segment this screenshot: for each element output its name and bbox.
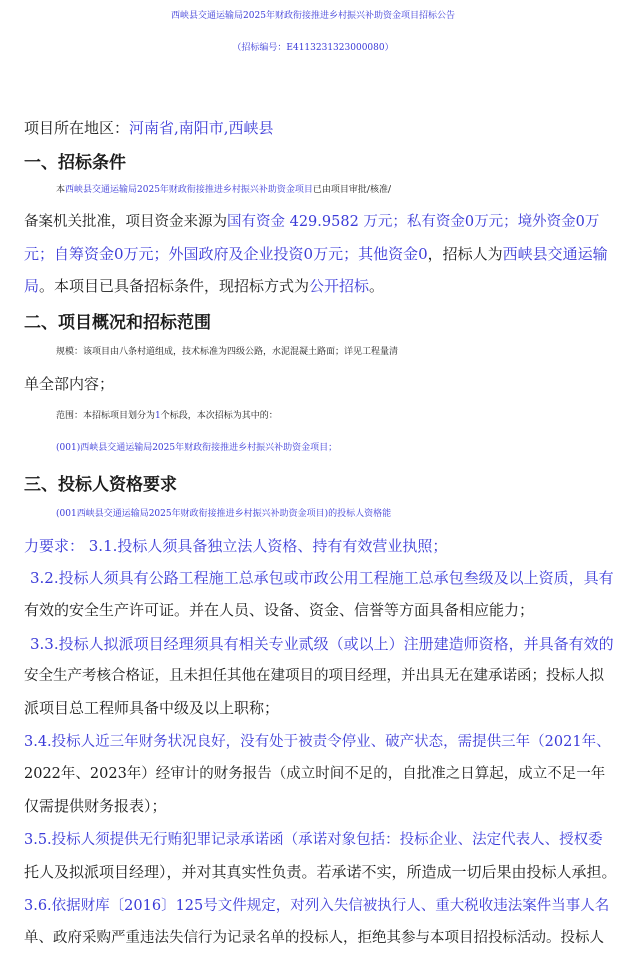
para-line <box>24 276 604 296</box>
para-line: 3.5.投标人须提供无行贿犯罪记录承诺函（承诺对象包括：投标企业、法定代表人、授权委 <box>24 832 603 848</box>
text-run: 个标段，本次招标为其中的： <box>160 411 278 421</box>
fund-source: 元；自筹资金0万元；外国政府及企业投资0万元；其他资金0 <box>24 245 428 263</box>
para-line: 3.3.投标人拟派项目经理须具有相关专业贰级（或以上）注册建造师资格，并具备有效的 <box>30 635 614 653</box>
para-line: 3.2.投标人须具有公路工程施工总承包或市政公用工程施工总承包叁级及以上资质，具有 <box>30 569 614 587</box>
location-label: 项目所在地区： <box>24 119 130 137</box>
para-line <box>24 244 608 264</box>
para-line <box>56 180 626 200</box>
tender-method: 公开招标 <box>309 277 370 295</box>
para-line: (001西峡县交通运输局2025年财政衔接推进乡村振兴补助资金项目)的投标人资格能 <box>56 509 392 519</box>
para-line: 托人及拟派项目经理），并对其真实性负责。若承诺不实，所造成一切后果由投标人承担。 <box>24 863 617 881</box>
project-name: 西峡县交通运输局2025年财政衔接推进乡村振兴补助资金项目 <box>65 185 313 195</box>
para-line: 安全生产考核合格证，且未担任其他在建项目的项目经理，并出具无在建承诺函；投标人拟 <box>24 668 604 684</box>
para-line: 单、政府采购严重违法失信行为记录名单的投标人，拒绝其参与本项目招投标活动。投标人 <box>24 930 604 946</box>
text-run: 。本项目已具备招标条件，现招标方式为 <box>39 277 310 295</box>
para-line: 有效的安全生产许可证。并在人员、设备、资金、信誉等方面具备相应能力； <box>24 601 535 619</box>
para-line <box>24 212 604 232</box>
text-run: 范围：本招标项目划分为 <box>56 411 156 421</box>
lot-count: 1 <box>155 411 161 421</box>
para-line: 力要求： 3.1.投标人须具备独立法人资格、持有有效营业执照； <box>24 537 448 555</box>
location-value: 河南省,南阳市,西峡县 <box>129 119 274 137</box>
text-run: 本 <box>56 185 66 195</box>
text-run: 已由项目审批/核准/ <box>312 185 391 195</box>
para-line: 3.4.投标人近三年财务状况良好，没有处于被责令停业、破产状态，需提供三年（2021年、 <box>24 734 611 750</box>
para-line: 3.6.依据财库〔2016〕125号文件规定，对列入失信被执行人、重大税收违法案件当事人名 <box>24 898 610 914</box>
tenderer-name: 西峡县交通运输 <box>502 245 608 263</box>
location-line <box>24 118 604 138</box>
para-line: 派项目总工程师具备中级及以上职称； <box>24 699 280 717</box>
text-run: ，招标人为 <box>427 245 503 263</box>
tenderer-name: 局 <box>24 277 40 295</box>
section-heading-conditions: 一、招标条件 <box>24 153 126 173</box>
para-line <box>56 406 626 426</box>
fund-source: 国有资金 429.9582 万元；私有资金0万元；境外资金0万 <box>227 214 600 230</box>
text-run: 。 <box>369 277 385 295</box>
section-heading-overview: 二、项目概况和招标范围 <box>24 313 211 333</box>
para-line: 规模：该项目由八条村道组成，技术标准为四级公路，水泥混凝土路面；详见工程量清 <box>56 347 399 357</box>
para-line: 2022年、2023年）经审计的财务报告（成立时间不足的，自批准之日算起，成立不足一年 <box>24 766 606 782</box>
section-heading-qualification: 三、投标人资格要求 <box>24 475 177 495</box>
tender-code: （招标编号：E4113231323000080） <box>232 43 394 53</box>
para-line: 仅需提供财务报表）； <box>24 797 167 815</box>
text-run: 备案机关批准，项目资金来源为 <box>24 214 227 230</box>
page-title: 西峡县交通运输局2025年财政衔接推进乡村振兴补助资金项目招标公告 <box>171 11 455 21</box>
para-line: 单全部内容； <box>24 375 115 393</box>
lot-item: (001)西峡县交通运输局2025年财政衔接推进乡村振兴补助资金项目； <box>56 443 338 453</box>
